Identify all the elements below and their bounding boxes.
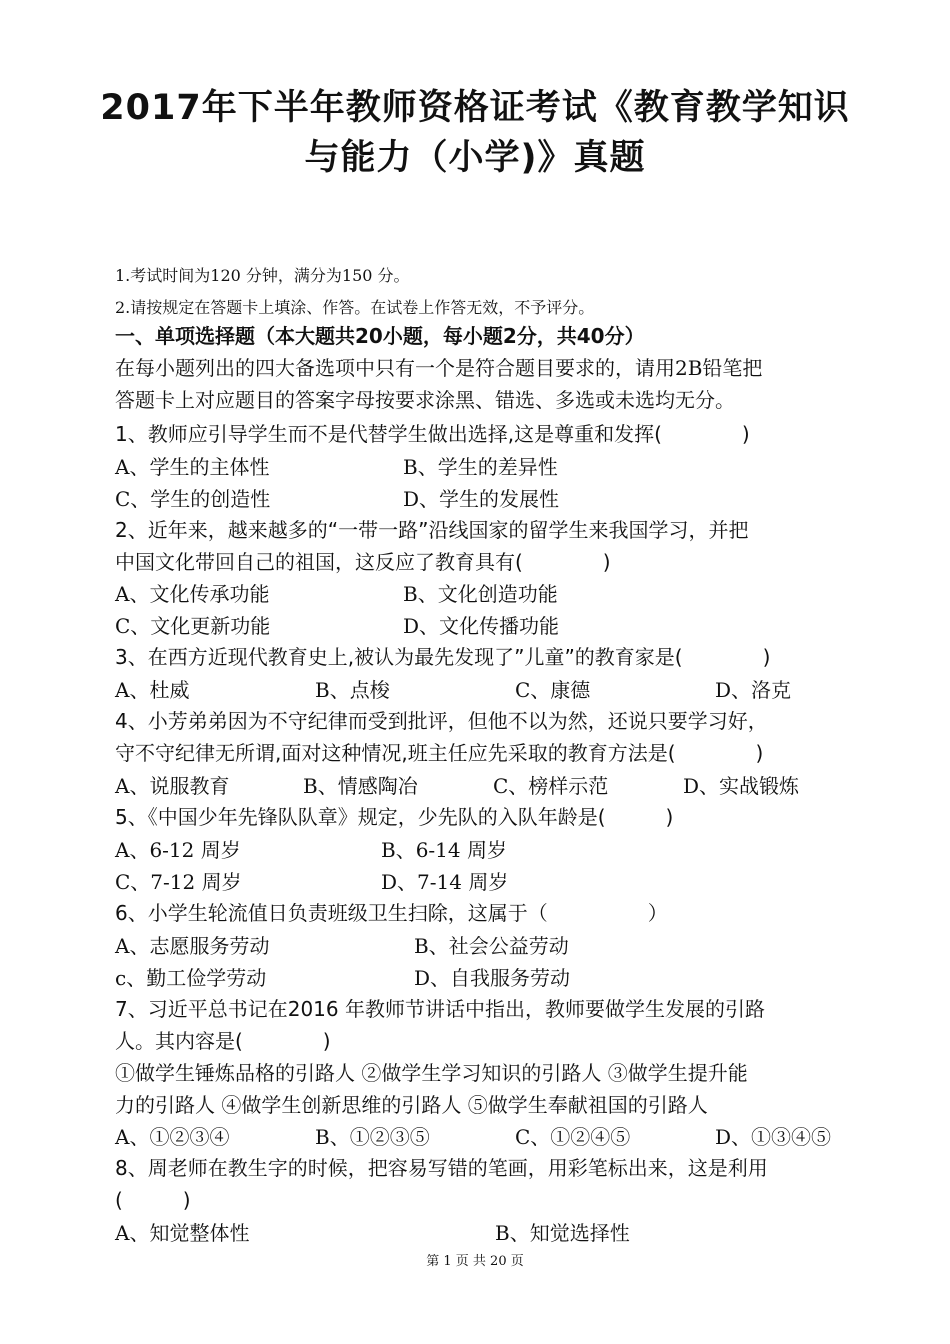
question-5-option-d: D、7-14 周岁 [381, 870, 509, 894]
question-8-stem-1: 8、周老师在教生字的时候，把容易写错的笔画，用彩笔标出来，这是利用 [115, 1156, 768, 1180]
question-4-stem-2: 守不守纪律无所谓,面对这种情况,班主任应先采取的教育方法是( ) [115, 741, 764, 765]
question-1-stem: 1、教师应引导学生而不是代替学生做出选择,这是尊重和发挥( ) [115, 422, 750, 446]
question-7-option-d: D、①③④⑤ [715, 1125, 832, 1149]
exam-note-time: 1.考试时间为120 分钟，满分为150 分。 [115, 266, 410, 285]
question-3-option-b: B、点梭 [315, 678, 390, 702]
section-heading: 一、单项选择题（本大题共20小题，每小题2分，共40分） [115, 324, 645, 348]
question-3-stem: 3、在西方近现代教育史上,被认为最先发现了”儿童”的教育家是( ) [115, 645, 771, 669]
section-instruction-1: 在每小题列出的四大备选项中只有一个是符合题目要求的，请用2B铅笔把 [115, 356, 763, 380]
question-7-stem-2: 人。其内容是( ) [115, 1029, 331, 1053]
question-5-option-c: C、7-12 周岁 [115, 870, 242, 894]
question-8-option-a: A、知觉整体性 [115, 1221, 250, 1245]
question-8-option-b: B、知觉选择性 [495, 1221, 630, 1245]
question-2-option-b: B、文化创造功能 [403, 582, 558, 606]
document-title-line-1: 2017年下半年教师资格证考试《教育教学知识 [100, 88, 850, 128]
question-4-option-c: C、榜样示范 [493, 774, 609, 798]
question-6-option-a: A、志愿服务劳动 [115, 934, 270, 958]
question-4-stem-1: 4、小芳弟弟因为不守纪律而受到批评，但他不以为然，还说只要学习好， [115, 709, 768, 733]
question-6-option-c: c、勤工俭学劳动 [115, 966, 267, 990]
question-5-option-a: A、6-12 周岁 [115, 838, 241, 862]
question-6-option-b: B、社会公益劳动 [414, 934, 569, 958]
question-5-option-b: B、6-14 周岁 [381, 838, 507, 862]
question-4-option-a: A、说服教育 [115, 774, 230, 798]
document-title-line-2: 与能力（小学)》真题 [304, 138, 646, 178]
question-2-option-d: D、文化传播功能 [403, 614, 560, 638]
question-1-option-d: D、学生的发展性 [403, 487, 560, 511]
question-3-option-c: C、康德 [515, 678, 591, 702]
question-2-stem-1: 2、近年来，越来越多的“一带一路”沿线国家的留学生来我国学习，并把 [115, 518, 749, 542]
question-6-option-d: D、自我服务劳动 [414, 966, 571, 990]
exam-note-rules: 2.请按规定在答题卡上填涂、作答。在试卷上作答无效，不予评分。 [115, 298, 595, 317]
question-4-option-b: B、情感陶冶 [303, 774, 418, 798]
question-6-stem: 6、小学生轮流值日负责班级卫生扫除，这属于（ ） [115, 901, 668, 925]
question-2-option-a: A、文化传承功能 [115, 582, 270, 606]
question-3-option-d: D、洛克 [715, 678, 792, 702]
section-instruction-2: 答题卡上对应题目的答案字母按要求涂黑、错选、多选或未选均无分。 [115, 388, 735, 412]
question-1-option-b: B、学生的差异性 [403, 455, 558, 479]
question-7-items-2: 力的引路人 ④做学生创新思维的引路人 ⑤做学生奉献祖国的引路人 [115, 1093, 708, 1117]
question-3-option-a: A、杜威 [115, 678, 190, 702]
question-7-option-b: B、①②③⑤ [315, 1125, 430, 1149]
question-4-option-d: D、实战锻炼 [683, 774, 800, 798]
question-7-option-a: A、①②③④ [115, 1125, 230, 1149]
question-7-option-c: C、①②④⑤ [515, 1125, 631, 1149]
question-8-stem-2: ( ) [115, 1188, 191, 1212]
question-5-stem: 5、《中国少年先锋队队章》规定，少先队的入队年龄是( ) [115, 805, 674, 829]
question-2-option-c: C、文化更新功能 [115, 614, 271, 638]
question-1-option-a: A、学生的主体性 [115, 455, 270, 479]
question-2-stem-2: 中国文化带回自己的祖国，这反应了教育具有( ) [115, 550, 611, 574]
page-footer: 第 1 页 共 20 页 [426, 1254, 524, 1269]
question-7-stem-1: 7、习近平总书记在2016 年教师节讲话中指出，教师要做学生发展的引路 [115, 997, 765, 1021]
question-7-items-1: ①做学生锤炼品格的引路人 ②做学生学习知识的引路人 ③做学生提升能 [115, 1061, 748, 1085]
question-1-option-c: C、学生的创造性 [115, 487, 271, 511]
